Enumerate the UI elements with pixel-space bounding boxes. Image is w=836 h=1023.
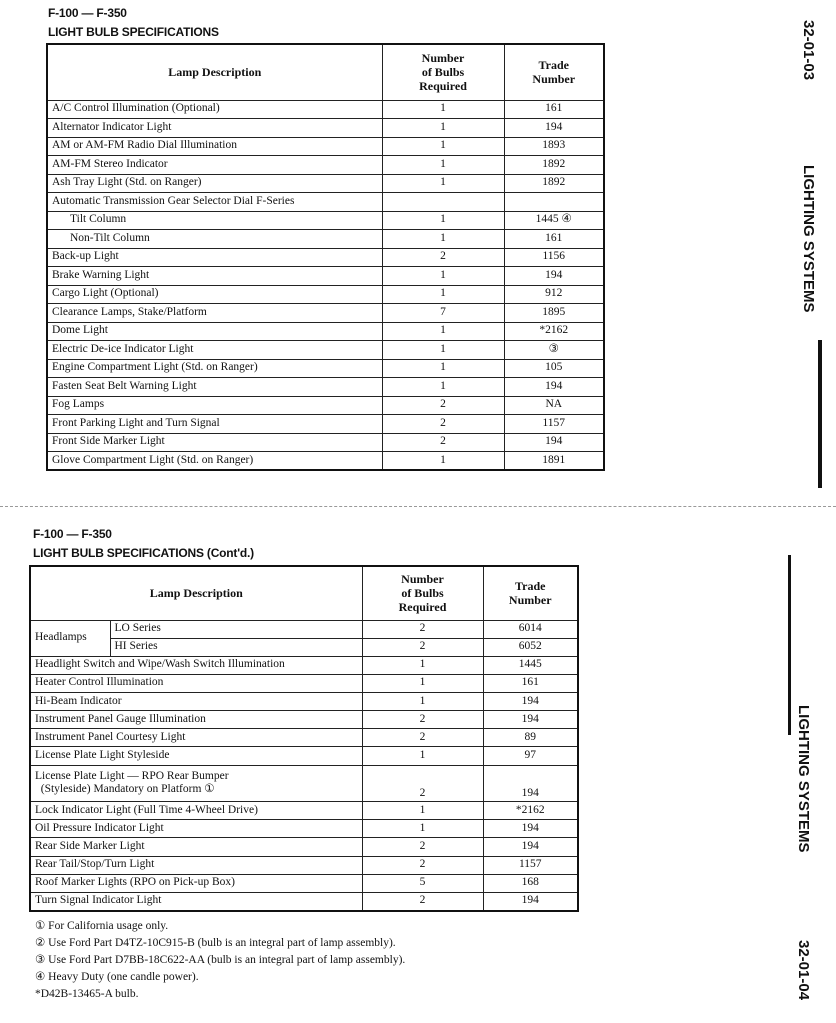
page1-edge-rule	[818, 340, 822, 488]
lamp-description: Clearance Lamps, Stake/Platform	[47, 304, 382, 323]
table-row	[30, 638, 578, 656]
bulb-count: 1	[362, 656, 483, 674]
table-row	[30, 892, 578, 910]
lamp-description: Back-up Light	[47, 248, 382, 267]
bulb-count: 1	[382, 267, 504, 286]
footnote: *D42B-13465-A bulb.	[35, 988, 139, 1000]
table-row	[47, 433, 604, 452]
table-row	[47, 267, 604, 286]
lamp-description: Fog Lamps	[47, 396, 382, 415]
trade-number: 194	[504, 433, 604, 452]
trade-number: 194	[483, 892, 578, 910]
table-row	[30, 656, 578, 674]
bulb-count: 1	[382, 322, 504, 341]
lamp-description: Hi-Beam Indicator	[30, 692, 362, 710]
trade-number: 194	[483, 692, 578, 710]
lamp-description: Heater Control Illumination	[30, 674, 362, 692]
page2-edge-rule	[788, 555, 791, 735]
bulb-count: 1	[382, 211, 504, 230]
lamp-description: LO Series	[110, 620, 362, 638]
table-row	[47, 174, 604, 193]
footnote: ④ Heavy Duty (one candle power).	[35, 971, 199, 983]
page-divider	[0, 506, 836, 507]
table-row	[47, 230, 604, 249]
bulb-count: 5	[362, 874, 483, 892]
col-number-of-bulbs: Number of Bulbs Required	[382, 44, 504, 100]
table-row	[30, 711, 578, 729]
bulb-count: 1	[382, 285, 504, 304]
trade-number: 105	[504, 359, 604, 378]
lamp-description: HI Series	[110, 638, 362, 656]
table-row	[47, 304, 604, 323]
table-row	[30, 820, 578, 838]
lamp-description: Ash Tray Light (Std. on Ranger)	[47, 174, 382, 193]
bulb-count: 2	[362, 620, 483, 638]
bulb-count: 2	[382, 248, 504, 267]
trade-number: 1891	[504, 452, 604, 471]
trade-number: 89	[483, 729, 578, 747]
bulb-count: 1	[382, 174, 504, 193]
lamp-description: Instrument Panel Gauge Illumination	[30, 711, 362, 729]
lamp-description: Non-Tilt Column	[47, 230, 382, 249]
trade-number: 1157	[504, 415, 604, 434]
footnote: ① For California usage only.	[35, 920, 169, 932]
page1-page-number: 32-01-03	[800, 20, 817, 81]
col-lamp-description: Lamp Description	[30, 566, 362, 620]
lamp-description: AM-FM Stereo Indicator	[47, 156, 382, 175]
trade-number: 194	[483, 820, 578, 838]
trade-number: 97	[483, 747, 578, 765]
page2-section-title: LIGHTING SYSTEMS	[795, 705, 812, 853]
trade-number	[504, 193, 604, 212]
lamp-description: Glove Compartment Light (Std. on Ranger)	[47, 452, 382, 471]
col-trade-number: Trade Number	[483, 566, 578, 620]
trade-number: 194	[504, 378, 604, 397]
table-row	[47, 322, 604, 341]
bulb-count: 1	[382, 100, 504, 119]
bulb-count: 1	[382, 119, 504, 138]
lamp-description: License Plate Light Styleside	[30, 747, 362, 765]
bulb-count: 2	[362, 638, 483, 656]
lamp-description: AM or AM-FM Radio Dial Illumination	[47, 137, 382, 156]
bulb-count: 1	[382, 137, 504, 156]
page2-model: F-100 — F-350	[33, 527, 112, 541]
footnotes	[35, 918, 405, 1003]
trade-number: 1157	[483, 856, 578, 874]
page2-spec-table	[29, 565, 579, 912]
trade-number: NA	[504, 396, 604, 415]
bulb-count: 2	[362, 765, 483, 801]
trade-number: 912	[504, 285, 604, 304]
bulb-count: 2	[362, 711, 483, 729]
trade-number: 1893	[504, 137, 604, 156]
bulb-count: 1	[382, 230, 504, 249]
trade-number: 168	[483, 874, 578, 892]
lamp-description: Automatic Transmission Gear Selector Dial F-Series	[47, 193, 382, 212]
headlamps-label: Headlamps	[30, 620, 110, 656]
table-row	[47, 156, 604, 175]
table-row	[30, 856, 578, 874]
trade-number: 1892	[504, 156, 604, 175]
trade-number: ③	[504, 341, 604, 360]
col-lamp-description: Lamp Description	[47, 44, 382, 100]
table-row	[47, 285, 604, 304]
bulb-count: 2	[382, 396, 504, 415]
trade-number: 6052	[483, 638, 578, 656]
table-row	[30, 692, 578, 710]
page1-section-title: LIGHTING SYSTEMS	[800, 165, 817, 313]
bulb-count: 2	[382, 415, 504, 434]
table-row	[30, 765, 578, 801]
lamp-description: Lock Indicator Light (Full Time 4-Wheel Drive)	[30, 802, 362, 820]
table-row	[47, 193, 604, 212]
bulb-count: 1	[382, 341, 504, 360]
lamp-description: Front Side Marker Light	[47, 433, 382, 452]
col-trade-number: Trade Number	[504, 44, 604, 100]
page1-model: F-100 — F-350	[48, 6, 127, 20]
table-row	[30, 620, 578, 638]
bulb-count: 7	[382, 304, 504, 323]
lamp-description: Roof Marker Lights (RPO on Pick-up Box)	[30, 874, 362, 892]
lamp-description: Electric De-ice Indicator Light	[47, 341, 382, 360]
table-row	[47, 211, 604, 230]
bulb-count: 1	[382, 156, 504, 175]
page1-spec-table	[46, 43, 605, 471]
table-row	[47, 137, 604, 156]
bulb-count: 1	[362, 747, 483, 765]
lamp-description: Engine Compartment Light (Std. on Ranger)	[47, 359, 382, 378]
lamp-description: Front Parking Light and Turn Signal	[47, 415, 382, 434]
trade-number: *2162	[504, 322, 604, 341]
lamp-description: Fasten Seat Belt Warning Light	[47, 378, 382, 397]
bulb-count: 1	[362, 692, 483, 710]
table-row	[47, 396, 604, 415]
bulb-count: 1	[362, 674, 483, 692]
trade-number: 6014	[483, 620, 578, 638]
table-row	[30, 874, 578, 892]
table-row	[30, 674, 578, 692]
col-number-of-bulbs: Number of Bulbs Required	[362, 566, 483, 620]
trade-number: 1156	[504, 248, 604, 267]
lamp-description: Tilt Column	[47, 211, 382, 230]
trade-number: *2162	[483, 802, 578, 820]
table-row	[30, 729, 578, 747]
trade-number: 1445 ④	[504, 211, 604, 230]
page2-page-number: 32-01-04	[795, 940, 812, 1001]
lamp-description: Cargo Light (Optional)	[47, 285, 382, 304]
bulb-count: 1	[362, 802, 483, 820]
lamp-description: A/C Control Illumination (Optional)	[47, 100, 382, 119]
bulb-count: 2	[382, 433, 504, 452]
lamp-description: Rear Tail/Stop/Turn Light	[30, 856, 362, 874]
trade-number: 161	[483, 674, 578, 692]
lamp-description: Alternator Indicator Light	[47, 119, 382, 138]
trade-number: 194	[504, 267, 604, 286]
trade-number: 194	[483, 711, 578, 729]
lamp-description: Turn Signal Indicator Light	[30, 892, 362, 910]
trade-number: 194	[504, 119, 604, 138]
bulb-count: 1	[382, 452, 504, 471]
trade-number: 194	[483, 765, 578, 801]
bulb-count: 2	[362, 729, 483, 747]
table-row	[47, 378, 604, 397]
table-row	[30, 747, 578, 765]
table-row	[47, 452, 604, 471]
table-row	[30, 838, 578, 856]
table-row	[47, 100, 604, 119]
table-row	[47, 341, 604, 360]
trade-number: 1895	[504, 304, 604, 323]
bulb-count: 2	[362, 892, 483, 910]
table-row	[47, 248, 604, 267]
lamp-description: License Plate Light — RPO Rear Bumper (Styleside) Mandatory on Platform ①	[30, 765, 362, 801]
table-row	[47, 359, 604, 378]
trade-number: 161	[504, 100, 604, 119]
trade-number: 1892	[504, 174, 604, 193]
bulb-count: 1	[382, 378, 504, 397]
lamp-description: Dome Light	[47, 322, 382, 341]
bulb-count	[382, 193, 504, 212]
table-row	[30, 802, 578, 820]
page1-title: LIGHT BULB SPECIFICATIONS	[48, 25, 219, 39]
bulb-count: 2	[362, 856, 483, 874]
footnote: ③ Use Ford Part D7BB-18C622-AA (bulb is an integral part of lamp assembly).	[35, 954, 406, 966]
footnote: ② Use Ford Part D4TZ-10C915-B (bulb is an integral part of lamp assembly).	[35, 937, 396, 949]
lamp-description: Brake Warning Light	[47, 267, 382, 286]
bulb-count: 1	[362, 820, 483, 838]
lamp-description: Instrument Panel Courtesy Light	[30, 729, 362, 747]
trade-number: 161	[504, 230, 604, 249]
lamp-description: Oil Pressure Indicator Light	[30, 820, 362, 838]
lamp-description: Headlight Switch and Wipe/Wash Switch Illumination	[30, 656, 362, 674]
trade-number: 1445	[483, 656, 578, 674]
lamp-description: Rear Side Marker Light	[30, 838, 362, 856]
table-row	[47, 119, 604, 138]
page2-title: LIGHT BULB SPECIFICATIONS (Cont'd.)	[33, 546, 254, 560]
bulb-count: 2	[362, 838, 483, 856]
bulb-count: 1	[382, 359, 504, 378]
trade-number: 194	[483, 838, 578, 856]
table-row	[47, 415, 604, 434]
